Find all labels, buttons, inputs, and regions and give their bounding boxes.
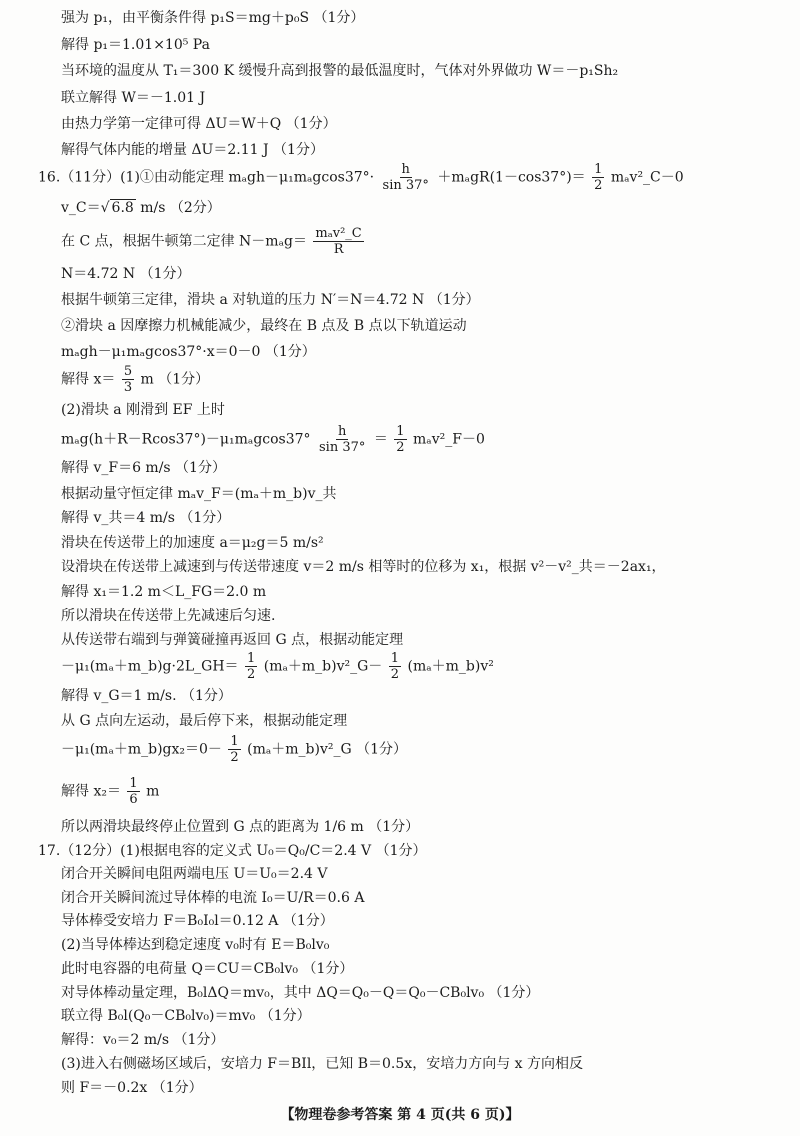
text-line: 根据牛顿第三定律，滑块 a 对轨道的压力 N′＝N＝4.72 N （1分）: [61, 292, 480, 308]
text-line: 当环境的温度从 T₁＝300 K 缓慢升高到报警的最低温度时，气体对外界做功 W＝－p₁Sh₂: [61, 63, 619, 79]
text-segment: 解得 x＝: [61, 371, 116, 388]
text-line: 联立得 B₀l(Q₀－CB₀lv₀)＝mv₀ （1分）: [61, 1008, 311, 1024]
fraction: [394, 424, 406, 455]
text-line: (2)滑块 a 刚滑到 EF 上时: [61, 402, 225, 418]
text-line: 滑块在传送带上的加速度 a＝μ₂g＝5 m/s²: [61, 535, 324, 551]
text-line: N＝4.72 N （1分）: [61, 266, 191, 282]
numerator: 1: [129, 776, 138, 791]
denominator: 2: [396, 440, 405, 455]
text-segment: －μ₁(mₐ＋m_b)gx₂＝0－: [61, 741, 222, 758]
text-segment: (mₐ＋m_b)v²_G－: [263, 658, 383, 675]
text-segment: ＋mₐgR(1－cos37°)＝: [437, 169, 586, 186]
text-segment: m （1分）: [140, 371, 210, 388]
text-line: 根据动量守恒定律 mₐv_F＝(mₐ＋m_b)v_共: [61, 486, 337, 502]
text-line: 此时电容器的电荷量 Q＝CU＝CB₀lv₀ （1分）: [61, 961, 354, 977]
text-line: 解得气体内能的增量 ΔU＝2.11 J （1分）: [61, 142, 324, 158]
fraction: [381, 162, 431, 193]
text-segment: 解得 x₂＝: [61, 783, 121, 800]
text-segment: (mₐ＋m_b)v²: [407, 658, 494, 675]
text-line: (2)当导体棒达到稳定速度 v₀时有 E＝B₀lv₀: [61, 937, 330, 953]
denominator: R: [333, 242, 344, 257]
fraction: [122, 364, 134, 395]
text-line: ②滑块 a 因摩擦力机械能减少，最终在 B 点及 B 点以下轨道运动: [61, 318, 467, 334]
text-line: 强为 p₁，由平衡条件得 p₁S＝mg＋p₀S （1分）: [61, 10, 365, 26]
numerator: 1: [230, 734, 239, 749]
fraction: [127, 776, 139, 807]
formula-line: v_C＝√ 6.8 m/s （2分）: [61, 200, 221, 216]
text-line: 由热力学第一定律可得 ΔU＝W＋Q （1分）: [61, 116, 337, 132]
denominator: 2: [247, 667, 256, 682]
text-segment: ＝: [373, 431, 388, 448]
numerator: 1: [247, 651, 256, 666]
text-line: 从传送带右端到与弹簧碰撞再返回 G 点，根据动能定理: [61, 632, 404, 648]
numerator: 1: [390, 651, 400, 666]
formula-line: [61, 734, 407, 765]
text-line: 闭合开关瞬间流过导体棒的电流 I₀＝U/R＝0.6 A: [61, 890, 365, 906]
fraction: [245, 651, 257, 682]
text-segment: 16.（11分）(1)①由动能定理 mₐgh－μ₁mₐgcos37°·: [38, 169, 375, 186]
denominator: 6: [129, 792, 138, 807]
text-segment: 在 C 点，根据牛顿第二定律 N－mₐg＝: [61, 233, 307, 250]
text-segment: mₐv²_F－0: [413, 431, 485, 448]
text-line: 解得 v_F＝6 m/s （1分）: [61, 460, 226, 476]
text-segment: mₐv²_C－0: [610, 169, 684, 186]
text-line: 则 F＝－0.2x （1分）: [61, 1080, 203, 1096]
text-line: 所以滑块在传送带上先减速后匀速.: [61, 608, 276, 624]
text-segment: m: [146, 783, 160, 800]
text-segment: (mₐ＋m_b)v²_G （1分）: [247, 741, 408, 758]
text-line: mₐgh－μ₁mₐgcos37°·x＝0－0 （1分）: [61, 344, 316, 360]
text-line: 所以两滑块最终停止位置到 G 点的距离为 1/6 m （1分）: [61, 819, 420, 835]
fraction: [317, 424, 367, 455]
denominator: 2: [594, 178, 603, 193]
formula-line: [61, 424, 485, 455]
text-line: 导体棒受安培力 F＝B₀I₀l＝0.12 A （1分）: [61, 913, 334, 929]
text-line: 17.（12分）(1)根据电容的定义式 U₀＝Q₀/C＝2.4 V （1分）: [38, 843, 427, 859]
denominator: 3: [123, 380, 133, 395]
denominator: sin 37°: [319, 440, 366, 455]
numerator: 1: [396, 424, 405, 439]
text-line: 闭合开关瞬间电阻两端电压 U＝U₀＝2.4 V: [61, 866, 328, 882]
formula-line: [61, 651, 494, 682]
numerator: 5: [123, 364, 133, 379]
numerator: h: [401, 162, 410, 177]
fraction: [228, 734, 240, 765]
formula-line: [38, 162, 684, 193]
text-segment: v_C＝: [61, 200, 101, 216]
sqrt-radicand: 6.8: [111, 200, 134, 216]
text-line: 设滑块在传送带上减速到与传送带速度 v＝2 m/s 相等时的位移为 x₁，根据 v²－v²_共＝－2ax₁，: [61, 559, 666, 575]
formula-line: [61, 364, 209, 395]
text-line: (3)进入右侧磁场区域后，安培力 F＝BIl，已知 B＝0.5x，安培力方向与 x 方向相反: [61, 1056, 583, 1072]
fraction: [592, 162, 604, 193]
denominator: sin 37°: [382, 178, 429, 193]
text-line: 从 G 点向左运动，最后停下来，根据动能定理: [61, 713, 348, 729]
fraction: [313, 226, 363, 257]
formula-line: [61, 226, 366, 257]
denominator: 2: [390, 667, 400, 682]
text-line: 解得 v_共＝4 m/s （1分）: [61, 510, 231, 526]
text-segment: mₐg(h＋R－Rcos37°)－μ₁mₐgcos37°: [61, 431, 311, 448]
numerator: h: [338, 424, 347, 439]
formula-line: [61, 776, 159, 807]
text-line: 解得 v_G＝1 m/s. （1分）: [61, 688, 232, 704]
text-segment: －μ₁(mₐ＋m_b)g·2L_GH＝: [61, 658, 239, 675]
fraction: [389, 651, 401, 682]
text-line: 解得 p₁＝1.01×10⁵ Pa: [61, 37, 210, 53]
text-line: 解得：v₀＝2 m/s （1分）: [61, 1032, 225, 1048]
text-line: 解得 x₁＝1.2 m＜L_FG＝2.0 m: [61, 584, 267, 600]
numerator: 1: [594, 162, 603, 177]
text-line: 对导体棒动量定理，B₀lΔQ＝mv₀，其中 ΔQ＝Q₀－Q＝Q₀－CB₀lv₀ （1分）: [61, 985, 540, 1001]
text-line: 联立解得 W＝－1.01 J: [61, 90, 206, 106]
page-footer: 【物理卷参考答案 第 4 页(共 6 页)】: [280, 1107, 520, 1123]
text-segment: m/s （2分）: [135, 200, 221, 216]
numerator: mₐv²_C: [315, 226, 362, 241]
denominator: 2: [230, 750, 239, 765]
